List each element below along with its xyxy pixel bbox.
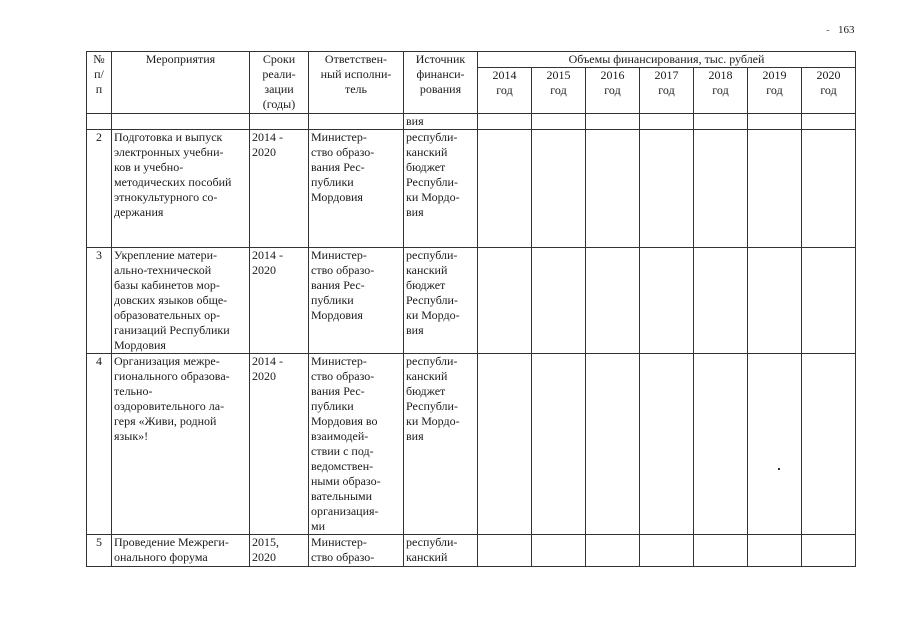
- header-funding-group: Объемы финансирования, тыс. рублей: [478, 52, 856, 68]
- header-event: Мероприятия: [112, 52, 250, 114]
- header-source: Источник финанси- рования: [404, 52, 478, 114]
- cell-event: Организация межре- гионального образова- тельно- оздоровительного ла- геря «Живи, родной язык»!: [112, 354, 250, 535]
- cell-source: республи- канский бюджет Республи- ки Мордо- вия: [404, 130, 478, 248]
- cell-event: Укрепление матери- ально-технической базы кабинетов мор- довских языков обще- образовательных ор- ганизаций Республики Мордовия: [112, 248, 250, 354]
- funding-table: [86, 51, 856, 567]
- table-row: [87, 248, 856, 354]
- cell-responsible: Министер- ство образо- вания Рес- публики Мордовия: [309, 248, 404, 354]
- cell-event: Подготовка и выпуск электронных учебни- ков и учебно- методических пособий этнокультурного со- держания: [112, 130, 250, 248]
- header-responsible: Ответствен- ный исполни- тель: [309, 52, 404, 114]
- cell-source: вия: [404, 114, 478, 130]
- header-year: 2017 год: [640, 68, 694, 114]
- cell-num: 4: [87, 354, 112, 535]
- table-row: [87, 114, 856, 130]
- header-year: 2020 год: [802, 68, 856, 114]
- header-year: 2015 год: [532, 68, 586, 114]
- cell-num: 5: [87, 535, 112, 567]
- cell-event: Проведение Межреги- онального форума: [112, 535, 250, 567]
- cell-responsible: Министер- ство образо-: [309, 535, 404, 567]
- header-year: 2016 год: [586, 68, 640, 114]
- scan-dot-mark: [778, 468, 780, 470]
- cell-responsible: Министер- ство образо- вания Рес- публики Мордовия: [309, 130, 404, 248]
- cell-period: 2015, 2020: [250, 535, 309, 567]
- page-dash: -: [826, 24, 830, 36]
- header-year: 2014 год: [478, 68, 532, 114]
- header-year: 2019 год: [748, 68, 802, 114]
- cell-period: 2014 - 2020: [250, 354, 309, 535]
- cell-period: 2014 - 2020: [250, 248, 309, 354]
- table-row: [87, 535, 856, 567]
- cell-responsible: Министер- ство образо- вания Рес- публики Мордовия во взаимодей- ствии с под- ведомствен- ными образо- вательными организация- ми: [309, 354, 404, 535]
- table-row: [87, 354, 856, 535]
- header-period: Сроки реали- зации (годы): [250, 52, 309, 114]
- header-year: 2018 год: [694, 68, 748, 114]
- table-row: [87, 130, 856, 248]
- cell-source: республи- канский: [404, 535, 478, 567]
- header-num: № п/ п: [87, 52, 112, 114]
- cell-num: 3: [87, 248, 112, 354]
- cell-source: республи- канский бюджет Республи- ки Мордо- вия: [404, 248, 478, 354]
- cell-period: 2014 - 2020: [250, 130, 309, 248]
- cell-source: республи- канский бюджет Республи- ки Мордо- вия: [404, 354, 478, 535]
- cell-num: 2: [87, 130, 112, 248]
- page-number: 163: [838, 24, 855, 36]
